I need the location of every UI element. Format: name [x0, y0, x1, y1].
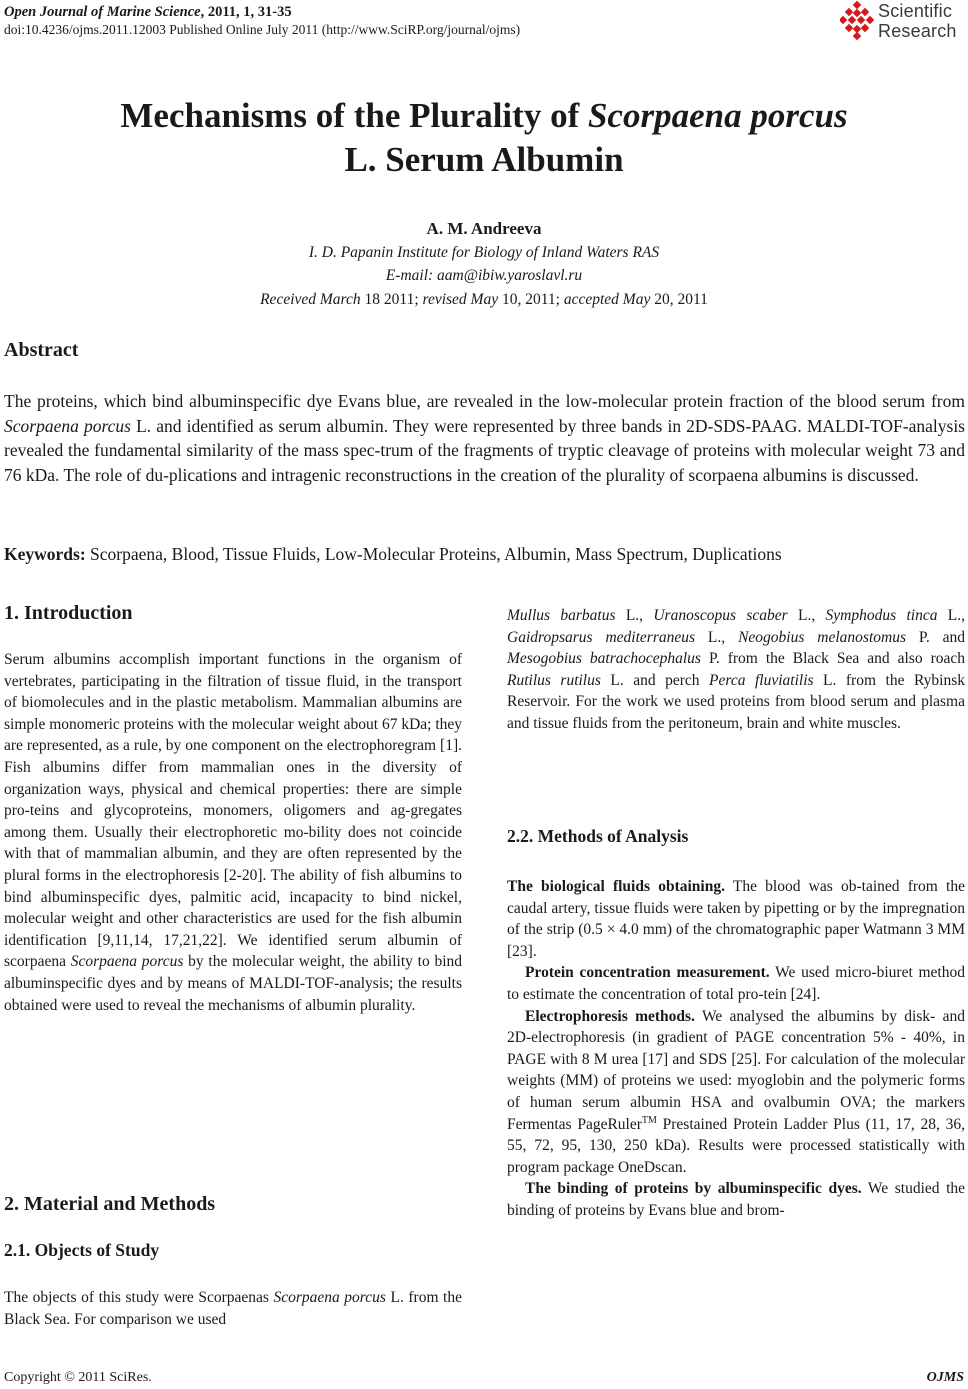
intro-text-b: by the molecular weight, the ability to bind albuminspecific dyes and by means of MALDI-TOF-analysis; the results obtained were used to reveal the mechanisms of albumin plurality. [4, 953, 462, 1014]
species-8: Perca fluviatilis [709, 671, 814, 689]
copyright: Copyright © 2011 SciRes. [4, 1370, 152, 1385]
journal-volume: , 2011, 1, 31-35 [200, 4, 292, 20]
material-methods-heading: 2. Material and Methods [4, 1193, 216, 1215]
prot-text: We used micro-biuret method to estimate the concentration of total pro-tein [24]. [507, 964, 965, 1003]
species-sep-7: L. and perch [600, 671, 710, 689]
objects-paragraph [4, 1287, 462, 1330]
email-value: : aam@ibiw.yaroslavl.ru [428, 267, 583, 284]
intro-species: Scorpaena porcus [70, 953, 184, 971]
electro-text-b: Prestained Protein Ladder Plus (11, 17, 28, 36, 55, 72, 95, 130, 250 kDa). Results were processed statistically with program package OneDscan. [507, 1115, 965, 1176]
species-4: Gaidropsarus mediterraneus [507, 628, 696, 646]
bio-label: The biological fluids obtaining. [507, 878, 725, 895]
logo-mark-icon [840, 1, 876, 41]
received-date: 18 2011; [360, 291, 423, 308]
doi-line: doi:10.4236/ojms.2011.12003 Published Online July 2011 (http://www.SciRP.org/journal/ojms) [4, 22, 521, 37]
email-line [0, 265, 968, 287]
keywords-label: Keywords: [4, 544, 86, 564]
keywords-text: Scorpaena, Blood, Tissue Fluids, Low-Molecular Proteins, Albumin, Mass Spectrum, Duplications [85, 544, 782, 564]
species-paragraph [507, 605, 965, 735]
species-3: Symphodus tinca [825, 607, 938, 624]
accepted-date: 20, 2011 [650, 291, 708, 308]
title-line-2: L. Serum Albumin [344, 140, 624, 179]
abstract-text-b: L. and identified as serum albumin. They were represented by three bands in 2D-SDS-PAAG. MALDI-TOF-analysis revealed the fundamental similarity of the mass spec-trum of the fragments of tryptic cleavage of proteins with molecular weight 73 and 76 kDa. The role of du-plications and intragenic reconstructions in the creation of the plurality of scorpaena albumins is discussed. [4, 415, 965, 485]
species-sep-4: L., [695, 628, 739, 646]
binding-label: The binding of proteins by albuminspecific dyes. [525, 1180, 862, 1198]
abstract-heading: Abstract [4, 339, 79, 361]
species-sep-5: P. and [906, 628, 965, 646]
electro-text-a: We analysed the albumins by disk- and 2D-electrophoresis (in gradient of PAGE concentration 5% - 40%, in PAGE with 8 M urea [17] and SDS [25]. For calculation of the molecular weights (MM) of proteins we used: myoglobin and the polymeric forms of human serum albumin HSA and ovalbumin OVA; the markers Fermentas PageRuler [507, 1007, 965, 1133]
author-name: A. M. Andreeva [426, 219, 542, 238]
affiliation: I. D. Papanin Institute for Biology of Inland Waters RAS [308, 244, 660, 261]
objects-text-b: L. from the Black Sea. For comparison we used [4, 1289, 462, 1328]
intro-heading: 1. Introduction [4, 602, 133, 624]
journal-header [4, 3, 292, 21]
species-7: Rutilus rutilus [507, 671, 601, 689]
species-sep-2: L., [787, 607, 826, 624]
received-label: Received March [260, 291, 361, 308]
keywords [4, 542, 965, 566]
electro-label: Electrophoresis methods. [525, 1007, 695, 1025]
species-6: Mesogobius batrachocephalus [507, 650, 701, 668]
abstract-text-a: The proteins, which bind albuminspecific dye Evans blue, are revealed in the low-molecular protein fraction of the blood serum from [4, 391, 965, 411]
objects-species: Scorpaena porcus [273, 1289, 386, 1306]
objects-heading: 2.1. Objects of Study [4, 1240, 160, 1260]
abstract-text [4, 389, 965, 487]
species-1: Mullus barbatus [507, 607, 616, 624]
species-sep-3: L., [937, 607, 965, 624]
accepted-label: accepted May [563, 291, 651, 308]
revised-label: revised May [422, 291, 499, 308]
journal-name: Open Journal of Marine Science [4, 4, 201, 20]
methods-paragraphs [507, 876, 965, 1222]
species-sep-1: L., [615, 607, 654, 624]
species-2: Uranoscopus scaber [653, 607, 788, 624]
title-species: Scorpaena porcus [587, 96, 848, 135]
abstract-species: Scorpaena porcus [4, 415, 131, 436]
binding-text: We studied the binding of proteins by Evans blue and brom- [507, 1180, 966, 1219]
bio-text: The blood was ob-tained from the caudal artery, tissue fluids were taken by pipetting or by the impregnation of the strip (0.5 × 4.0 mm) of the chromatographic paper Watmann 3 MM [23]. [507, 878, 965, 960]
species-5: Neogobius melanostomus [738, 628, 906, 646]
species-sep-6: P. from the Black Sea and also roach [700, 650, 965, 668]
trademark: TM [641, 1114, 657, 1126]
prot-label: Protein concentration measurement. [525, 964, 770, 982]
publisher-logo [840, 1, 964, 43]
journal-abbreviation: OJMS [926, 1370, 964, 1385]
email-label: E-mail [385, 267, 428, 284]
logo-line-1: Scientific [878, 1, 953, 21]
logo-line-2: Research [878, 21, 957, 41]
logo-text [878, 1, 957, 41]
paper-title [0, 94, 968, 182]
species-sep-8: L. from the Rybinsk Reservoir. For the work we used proteins from blood serum and plasma and tissue fluids from the peritoneum, brain and white muscles. [507, 671, 965, 732]
methods-heading: 2.2. Methods of Analysis [507, 826, 689, 846]
objects-text-a: The objects of this study were Scorpaenas [4, 1289, 274, 1306]
revised-date: 10, 2011; [498, 291, 564, 308]
intro-text-a: Serum albumins accomplish important functions in the organism of vertebrates, participating in the filtration of tissue fluid, in the transport of biomolecules and in the plastic metabolism. Mammalian albumins are simple monomeric proteins with the molecular weight about 67 kDa; they are represented, as a rule, by one component on the electrophoregram [1]. Fish albumins differ from mammalian ones in the diversity of organization ways, physical and chemical properties: there are simple pro-teins and glycoproteins, monomers, oligomers and ag-gregates among them. Usually their electrophoretic mo-bility does not coincide with that of mammalian albumin, and they are often represented by the plural forms in the electrophoresis [2-20]. The ability of fish albumins to bind albuminspecific dyes, palmitic acid, incapacity to bind nickel, molecular weight and other characteristics are used for the fish albumin identification [9,11,14, 17,21,22]. We identified serum albumin of scorpaena [4, 651, 463, 971]
title-part-1: Mechanisms of the Plurality of [120, 96, 588, 135]
dates-line [0, 289, 968, 311]
intro-paragraph [4, 649, 462, 1016]
